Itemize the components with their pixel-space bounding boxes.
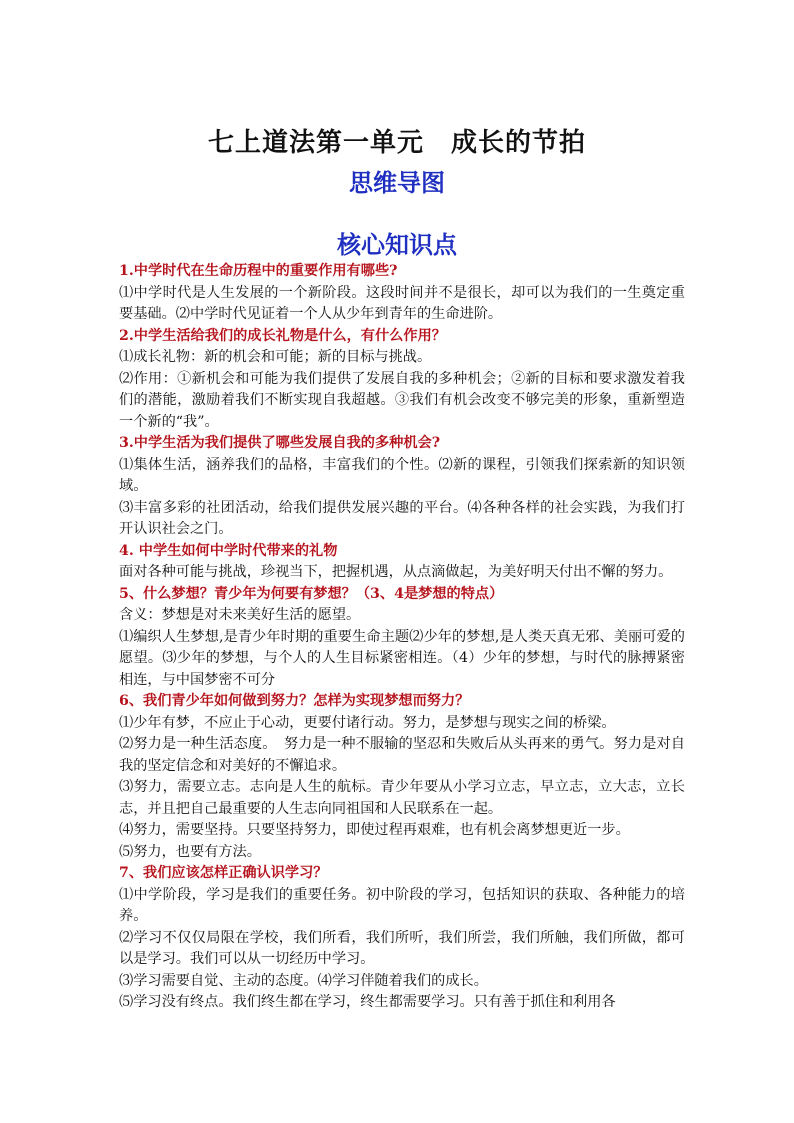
question-heading: 3.中学生活为我们提供了哪些发展自我的多种机会? <box>119 435 441 451</box>
answer-paragraph: ⑶努力，需要立志。志向是人生的航标。青少年要从小学习立志，早立志，立大志，立长志，并且把自己最重要的人生志向同祖国和人民联系在一起。 <box>119 779 685 817</box>
document-subtitle: 思维导图 <box>349 168 445 197</box>
question-heading: 2.中学生活给我们的成长礼物是什么，有什么作用？ <box>119 327 446 344</box>
question-block-5 <box>119 584 685 692</box>
question-heading: 4. 中学生如何中学时代带来的礼物 <box>119 542 338 559</box>
answer-paragraph: 面对各种可能与挑战，珍视当下，把握机遇，从点滴做起，为美好明天付出不懈的努力。 <box>119 564 673 580</box>
answer-paragraph: ⑵作用：①新机会和可能为我们提供了发展自我的多种机会；②新的目标和要求激发着我们的潜能，激励着我们不断实现自我超越。③我们有机会改变不够完美的形象，重新塑造一个新的“我”。 <box>119 370 685 430</box>
question-block-2 <box>119 326 685 434</box>
question-block-4 <box>119 541 685 584</box>
question-heading: 6、我们青少年如何做到努力？怎样为实现梦想而努力？ <box>119 693 470 709</box>
question-block-6 <box>119 691 685 863</box>
answer-paragraph: ⑴成长礼物：新的机会和可能；新的目标与挑战。 <box>119 349 432 365</box>
answer-paragraph: ⑴集体生活，涵养我们的品格，丰富我们的个性。⑵新的课程，引领我们探索新的知识领域。 <box>119 456 685 494</box>
question-block-7 <box>119 863 685 1014</box>
section-title: 核心知识点 <box>337 230 457 259</box>
answer-paragraph: ⑴中学阶段，学习是我们的重要任务。初中阶段的学习，包括知识的获取、各种能力的培养。 <box>119 886 685 924</box>
answer-paragraph: ⑵努力是一种生活态度。 努力是一种不服输的坚忍和失败后从头再来的勇气。努力是对自我的坚定信念和对美好的不懈追求。 <box>119 736 685 774</box>
answer-paragraph: 含义：梦想是对未来美好生活的愿望。 <box>119 607 361 623</box>
answer-paragraph: ⑸学习没有终点。我们终生都在学习，终生都需要学习。只有善于抓住和利用各 <box>119 994 616 1010</box>
question-heading: 1.中学时代在生命历程中的重要作用有哪些? <box>119 263 398 279</box>
document-title: 七上道法第一单元 成长的节拍 <box>207 128 586 158</box>
knowledge-points <box>119 261 685 1014</box>
answer-paragraph: ⑴编织人生梦想,是青少年时期的重要生命主题⑵少年的梦想,是人类天真无邪、美丽可爱的愿望。⑶少年的梦想，与个人的人生目标紧密相连。（4）少年的梦想，与时代的脉搏紧密相连，与中国梦密不可分 <box>119 628 685 688</box>
answer-paragraph: ⑶丰富多彩的社团活动，给我们提供发展兴趣的平台。⑷各种各样的社会实践，为我们打开认识社会之门。 <box>119 499 685 537</box>
question-block-3 <box>119 433 685 541</box>
question-heading: 7、我们应该怎样正确认识学习？ <box>119 865 328 881</box>
question-block-1 <box>119 261 685 326</box>
answer-paragraph: ⑵学习不仅仅局限在学校，我们所看，我们所听，我们所尝，我们所触，我们所做，都可以是学习。我们可以从一切经历中学习。 <box>119 929 685 967</box>
answer-paragraph: ⑷努力，需要坚持。只要坚持努力，即使过程再艰难，也有机会离梦想更近一步。 <box>119 822 630 838</box>
answer-paragraph: ⑴少年有梦，不应止于心动，更要付诸行动。努力，是梦想与现实之间的桥梁。 <box>119 714 616 731</box>
question-heading: 5、什么梦想？青少年为何要有梦想？（3、4是梦想的特点） <box>119 585 504 602</box>
answer-paragraph: ⑴中学时代是人生发展的一个新阶段。这段时间并不是很长，却可以为我们的一生奠定重要基础。⑵中学时代见证着一个人从少年到青年的生命进阶。 <box>119 284 685 322</box>
answer-paragraph: ⑸努力，也要有方法。 <box>119 843 261 860</box>
answer-paragraph: ⑶学习需要自觉、主动的态度。⑷学习伴随着我们的成长。 <box>119 972 488 989</box>
